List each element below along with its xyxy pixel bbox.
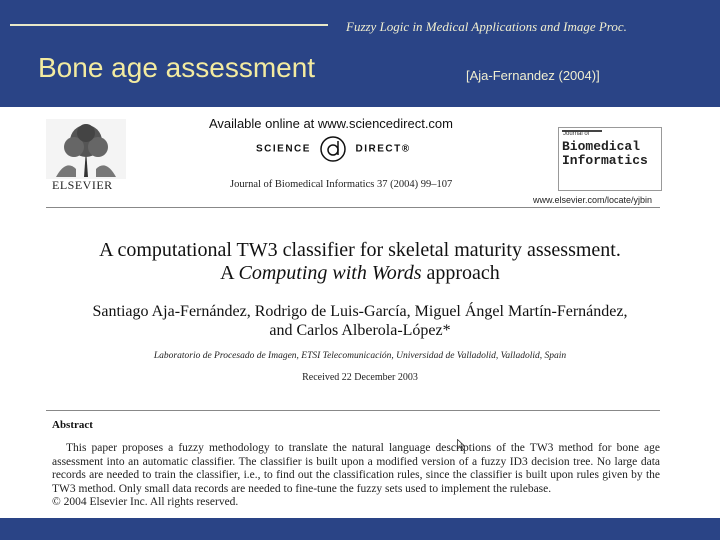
title-suffix: approach bbox=[421, 262, 500, 284]
journal-url: www.elsevier.com/locate/yjbin bbox=[533, 195, 653, 205]
title-prefix: A bbox=[220, 262, 239, 284]
paper-screenshot bbox=[0, 107, 720, 518]
available-online: Available online at www.sciencedirect.com bbox=[209, 116, 453, 131]
slide-header bbox=[0, 0, 720, 107]
header-rule bbox=[10, 24, 328, 26]
sciencedirect-logo bbox=[256, 135, 411, 163]
sciencedirect-right: DIRECT® bbox=[355, 143, 411, 155]
abstract-body bbox=[52, 442, 660, 510]
elsevier-wordmark: ELSEVIER bbox=[52, 178, 113, 192]
authors-line1: Santiago Aja-Fernández, Rodrigo de Luis-García, Miguel Ángel Martín-Fernández, bbox=[92, 303, 628, 320]
sciencedirect-left: SCIENCE bbox=[256, 143, 311, 155]
authors bbox=[40, 302, 680, 340]
journal-name-line1: Biomedical bbox=[562, 139, 641, 154]
journal-of-label: Journal of bbox=[563, 131, 590, 137]
abstract-text: This paper proposes a fuzzy methodology to translate the natural language descriptions of the TW3 method for bone age assessment into an automatic classifier. The classifier is built upon a modified version of a fuzzy ID3 decision tree. No large data records are needed to train the classifier, i.e., to find out the classification rules, since the classifier is built upon rules given by the TW3 method. Only small data records are needed to fine-tune the fuzzy sets used to implement the rulebase. bbox=[52, 442, 660, 495]
abstract-divider bbox=[46, 410, 660, 411]
copyright: © 2004 Elsevier Inc. All rights reserved. bbox=[52, 496, 239, 508]
paper-title-line2 bbox=[40, 262, 680, 285]
slide-title: Bone age assessment bbox=[38, 52, 316, 83]
abstract-heading: Abstract bbox=[52, 419, 93, 431]
journal-name bbox=[562, 140, 648, 168]
received-date: Received 22 December 2003 bbox=[302, 372, 418, 383]
course-title: Fuzzy Logic in Medical Applications and Image Proc. bbox=[346, 19, 627, 34]
title-emphasis: Computing with Words bbox=[238, 262, 422, 284]
paper-title bbox=[40, 239, 680, 285]
header-divider bbox=[46, 207, 660, 208]
paper-title-line1: A computational TW3 classifier for skeletal maturity assessment. bbox=[99, 239, 621, 261]
journal-citation-line: Journal of Biomedical Informatics 37 (2004) 99–107 bbox=[230, 179, 453, 190]
slide-footer bbox=[0, 518, 720, 540]
journal-name-line2: Informatics bbox=[562, 153, 648, 168]
at-sign-icon bbox=[319, 135, 347, 163]
authors-line2: and Carlos Alberola-López* bbox=[269, 322, 451, 339]
citation: [Aja-Fernandez (2004)] bbox=[466, 68, 600, 83]
affiliation: Laboratorio de Procesado de Imagen, ETSI Telecomunicación, Universidad de Valladolid, Valladolid, Spain bbox=[153, 351, 567, 361]
